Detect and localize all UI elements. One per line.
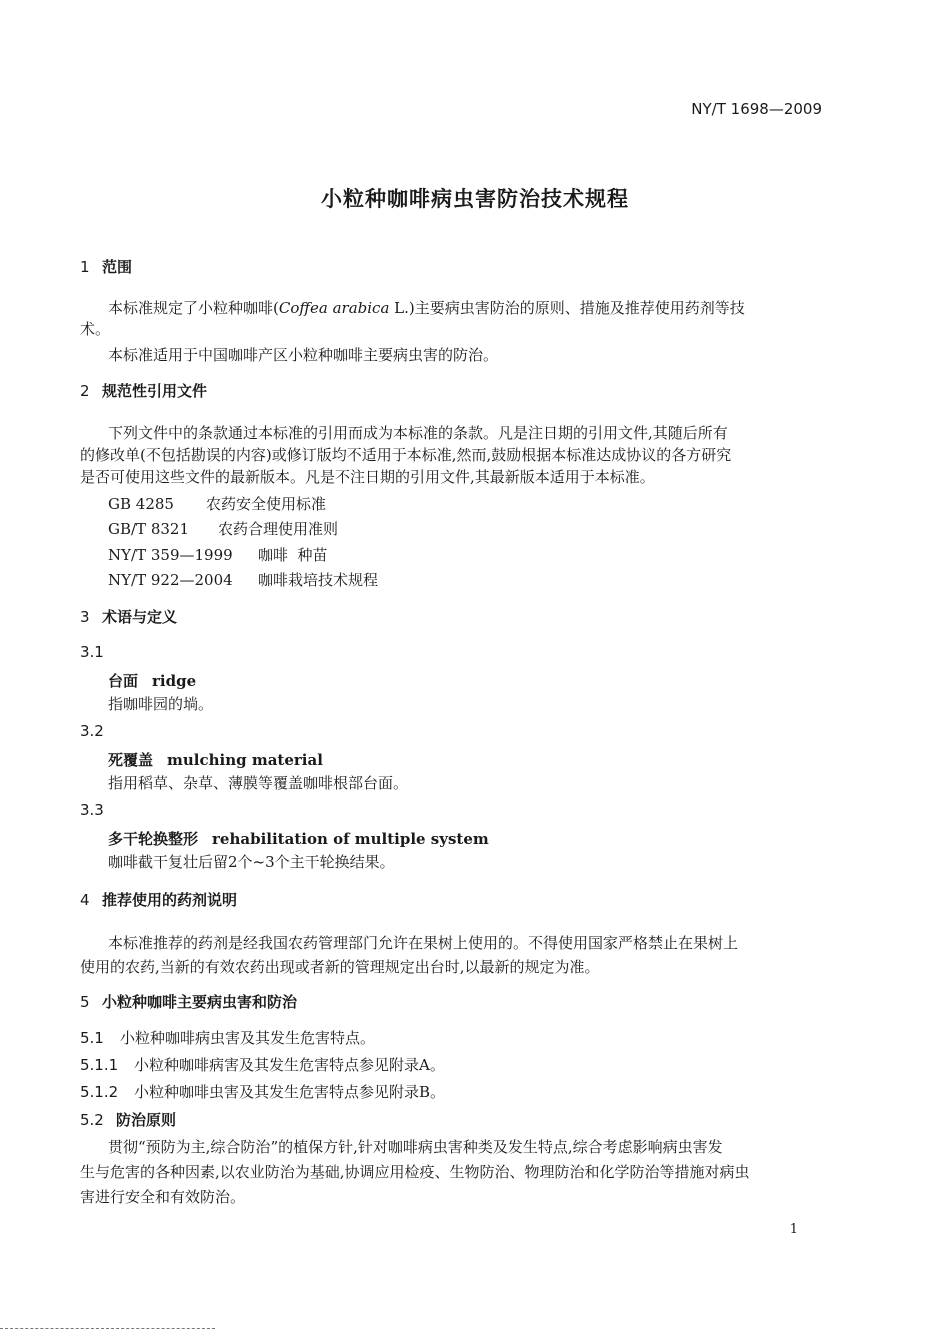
s4-paragraph-line1: 本标准推荐的药剂是经我国农药管理部门允许在果树上使用的。不得使用国家严格禁止在果树上 — [108, 934, 739, 952]
reference-item — [108, 569, 378, 590]
term-zh: 死覆盖 — [108, 751, 154, 769]
clause-number: 3.1 — [80, 643, 104, 661]
section-title: 小粒种咖啡主要病虫害和防治 — [102, 993, 298, 1011]
clause-number: 5.1.1 — [80, 1056, 119, 1074]
section-5-heading — [80, 991, 297, 1012]
section-number: 4 — [80, 891, 90, 909]
section-number: 2 — [80, 382, 90, 400]
scan-edge-line — [0, 1328, 215, 1329]
text-run: L.)主要病虫害防治的原则、措施及推荐使用药剂等技 — [389, 299, 745, 317]
reference-title: 农药安全使用标准 — [206, 495, 327, 513]
clause-number: 5.2 — [80, 1111, 104, 1129]
section-title: 术语与定义 — [102, 608, 178, 626]
term-en: mulching material — [167, 751, 323, 769]
reference-title: 农药合理使用准则 — [218, 520, 339, 538]
term-en: ridge — [152, 672, 197, 690]
clause-5-1 — [80, 1028, 375, 1049]
section-number: 3 — [80, 608, 90, 626]
clause-number: 5.1.2 — [80, 1083, 119, 1101]
s1-paragraph-1-line1 — [108, 298, 745, 319]
reference-title: 咖啡栽培技术规程 — [258, 571, 379, 589]
term-entry — [108, 749, 323, 770]
clause-text: 小粒种咖啡病害及其发生危害特点参见附录A。 — [134, 1056, 445, 1074]
clause-5-1-1 — [80, 1055, 445, 1076]
term-definition: 指用稻草、杂草、薄膜等覆盖咖啡根部台面。 — [108, 774, 409, 792]
section-4-heading — [80, 889, 237, 910]
s2-paragraph-line1: 下列文件中的条款通过本标准的引用而成为本标准的条款。凡是注日期的引用文件,其随后所有 — [108, 424, 728, 442]
clause-number: 5.1 — [80, 1029, 104, 1047]
s1-paragraph-1-line2: 术。 — [80, 320, 111, 338]
reference-code: GB 4285 — [108, 495, 174, 513]
s5-2-paragraph-line3: 害进行安全和有效防治。 — [80, 1188, 246, 1206]
reference-code: NY/T 359—1999 — [108, 546, 233, 564]
reference-title: 咖啡 种苗 — [258, 546, 328, 564]
clause-number: 3.3 — [80, 801, 104, 819]
clause-5-2-heading — [80, 1109, 176, 1130]
latin-name: Coffea arabica — [278, 299, 390, 317]
term-definition: 指咖啡园的埫。 — [108, 695, 214, 713]
text-run: 本标准规定了小粒种咖啡( — [108, 299, 279, 317]
clause-number: 3.2 — [80, 722, 104, 740]
standard-number: NY/T 1698—2009 — [691, 100, 822, 118]
section-number: 5 — [80, 993, 90, 1011]
term-entry — [108, 670, 196, 691]
reference-code: NY/T 922—2004 — [108, 571, 233, 589]
s1-paragraph-2: 本标准适用于中国咖啡产区小粒种咖啡主要病虫害的防治。 — [108, 346, 499, 364]
section-title: 规范性引用文件 — [102, 382, 208, 400]
reference-item — [108, 544, 328, 565]
term-definition: 咖啡截干复壮后留2个~3个主干轮换结果。 — [108, 853, 395, 871]
s2-paragraph-line3: 是否可使用这些文件的最新版本。凡是不注日期的引用文件,其最新版本适用于本标准。 — [80, 468, 655, 486]
term-entry — [108, 828, 489, 849]
reference-item — [108, 518, 338, 539]
s5-2-paragraph-line2: 生与危害的各种因素,以农业防治为基础,协调应用检疫、生物防治、物理防治和化学防治等措施对病虫 — [80, 1163, 750, 1181]
reference-item — [108, 493, 326, 514]
clause-text: 小粒种咖啡虫害及其发生危害特点参见附录B。 — [134, 1083, 446, 1101]
section-3-heading — [80, 606, 177, 627]
clause-5-1-2 — [80, 1082, 445, 1103]
clause-title: 防治原则 — [116, 1111, 177, 1129]
page-number: 1 — [789, 1222, 798, 1237]
term-zh: 台面 — [108, 672, 139, 690]
section-number: 1 — [80, 258, 90, 276]
clause-text: 小粒种咖啡病虫害及其发生危害特点。 — [120, 1029, 376, 1047]
section-1-heading — [80, 256, 132, 277]
page-title: 小粒种咖啡病虫害防治技术规程 — [321, 187, 629, 211]
reference-code: GB/T 8321 — [108, 520, 190, 538]
term-en: rehabilitation of multiple system — [212, 830, 489, 848]
section-title: 推荐使用的药剂说明 — [102, 891, 238, 909]
s2-paragraph-line2: 的修改单(不包括勘误的内容)或修订版均不适用于本标准,然而,鼓励根据本标准达成协议的各方研究 — [80, 446, 732, 464]
term-zh: 多干轮换整形 — [108, 830, 199, 848]
section-2-heading — [80, 380, 207, 401]
s5-2-paragraph-line1: 贯彻“预防为主,综合防治”的植保方针,针对咖啡病虫害种类及发生特点,综合考虑影响病虫害发 — [108, 1138, 723, 1156]
section-title: 范围 — [102, 258, 133, 276]
s4-paragraph-line2: 使用的农药,当新的有效农药出现或者新的管理规定出台时,以最新的规定为准。 — [80, 958, 600, 976]
